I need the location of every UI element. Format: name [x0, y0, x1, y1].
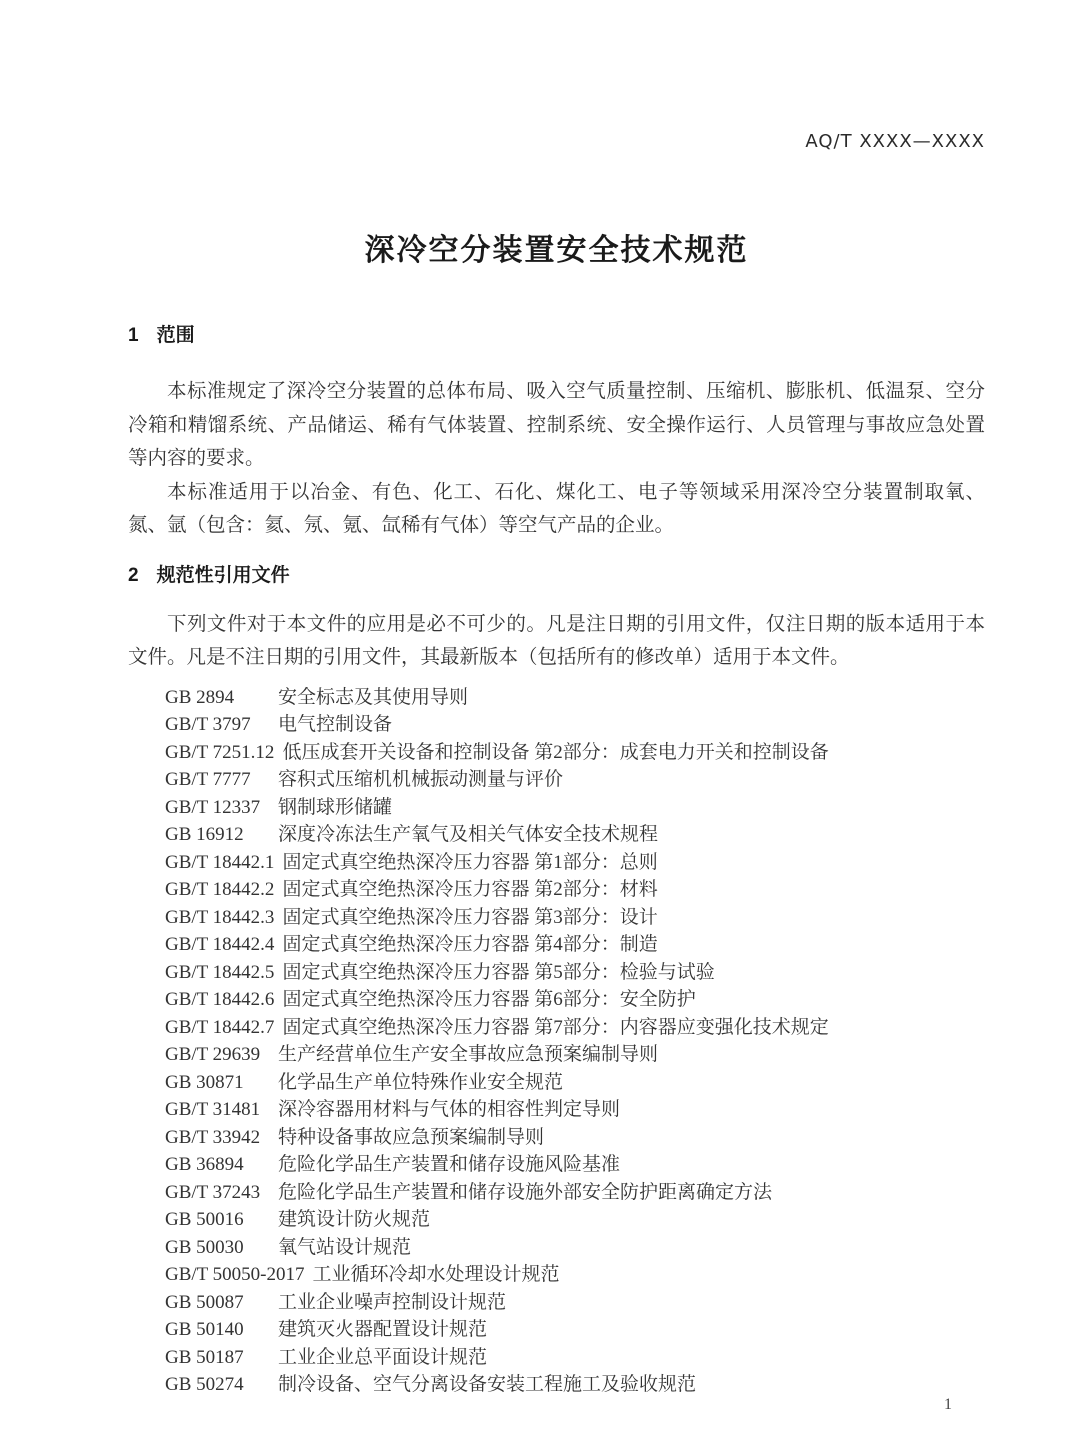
- reference-title: 安全标志及其使用导则: [278, 686, 469, 708]
- reference-code: GB/T 31481: [165, 1099, 261, 1120]
- reference-title: 固定式真空绝热深冷压力容器 第7部分：内容器应变强化技术规定: [282, 1016, 829, 1038]
- reference-item: [165, 711, 985, 739]
- reference-item: [165, 1234, 985, 1262]
- reference-code: GB/T 18442.4: [165, 934, 275, 955]
- reference-title: 固定式真空绝热深冷压力容器 第1部分：总则: [282, 851, 658, 873]
- reference-item: [165, 794, 985, 822]
- reference-title: 工业循环冷却水处理设计规范: [312, 1264, 560, 1285]
- reference-title: 生产经营单位生产安全事故应急预案编制导则: [278, 1044, 659, 1065]
- reference-code: GB/T 18442.3: [165, 906, 275, 928]
- reference-title: 钢制球形储罐: [278, 796, 393, 818]
- reference-item: [165, 1096, 985, 1124]
- reference-code: GB/T 18442.2: [165, 879, 275, 900]
- reference-code: GB 50030: [165, 1236, 244, 1258]
- reference-item: [165, 739, 985, 767]
- reference-code: GB/T 18442.5: [165, 961, 275, 983]
- reference-code: GB 50087: [165, 1291, 244, 1313]
- section-scope: [128, 324, 985, 543]
- reference-code: GB/T 50050-2017: [165, 1264, 305, 1285]
- reference-item: [165, 849, 985, 877]
- standard-number: AQ/T XXXX—XXXX: [805, 131, 985, 152]
- section-normative-references: [128, 564, 985, 1399]
- reference-item: [165, 766, 985, 794]
- section-number: 1: [128, 325, 139, 346]
- reference-code: GB/T 37243: [165, 1181, 261, 1203]
- reference-item: [165, 821, 985, 849]
- reference-title: 固定式真空绝热深冷压力容器 第2部分：材料: [282, 879, 658, 900]
- reference-title: 工业企业噪声控制设计规范: [278, 1291, 507, 1313]
- reference-item: [165, 1316, 985, 1344]
- reference-list: [128, 684, 985, 1399]
- reference-item: [165, 1124, 985, 1152]
- reference-title: 氧气站设计规范: [278, 1236, 412, 1258]
- reference-title: 建筑灭火器配置设计规范: [278, 1319, 488, 1340]
- reference-item: [165, 876, 985, 904]
- reference-title: 固定式真空绝热深冷压力容器 第4部分：制造: [282, 934, 658, 955]
- document-title: 深冷空分装置安全技术规范: [364, 234, 749, 267]
- reference-code: GB 36894: [165, 1154, 244, 1175]
- reference-item: [165, 1179, 985, 1207]
- reference-code: GB/T 12337: [165, 796, 261, 818]
- reference-title: 化学品生产单位特殊作业安全规范: [278, 1071, 564, 1093]
- reference-item: [165, 1014, 985, 1042]
- reference-item: [165, 1041, 985, 1069]
- reference-item: [165, 1069, 985, 1097]
- reference-title: 制冷设备、空气分离设备安装工程施工及验收规范: [278, 1374, 697, 1395]
- page-footer: [944, 1396, 952, 1414]
- reference-item: [165, 959, 985, 987]
- reference-item: [165, 986, 985, 1014]
- reference-code: GB 50140: [165, 1319, 244, 1340]
- reference-code: GB/T 18442.1: [165, 851, 275, 873]
- reference-title: 建筑设计防火规范: [278, 1209, 431, 1230]
- reference-item: [165, 1151, 985, 1179]
- reference-title: 固定式真空绝热深冷压力容器 第5部分：检验与试验: [282, 961, 715, 983]
- reference-title: 固定式真空绝热深冷压力容器 第6部分：安全防护: [282, 989, 696, 1010]
- reference-code: GB/T 18442.6: [165, 989, 275, 1010]
- section-title: 范围: [156, 325, 195, 346]
- reference-item: [165, 1206, 985, 1234]
- reference-code: GB 2894: [165, 686, 235, 708]
- section-references-heading: [128, 564, 985, 588]
- reference-code: GB 50187: [165, 1346, 244, 1368]
- reference-title: 低压成套开关设备和控制设备 第2部分：成套电力开关和控制设备: [282, 741, 829, 763]
- reference-title: 深度冷冻法生产氧气及相关气体安全技术规程: [278, 824, 659, 845]
- reference-title: 特种设备事故应急预案编制导则: [278, 1126, 545, 1148]
- section-scope-heading: [128, 324, 985, 348]
- reference-title: 固定式真空绝热深冷压力容器 第3部分：设计: [282, 906, 658, 928]
- reference-code: GB/T 7251.12: [165, 741, 275, 763]
- reference-title: 危险化学品生产装置和储存设施风险基准: [278, 1154, 621, 1175]
- reference-title: 工业企业总平面设计规范: [278, 1346, 488, 1368]
- reference-code: GB 30871: [165, 1071, 244, 1093]
- reference-title: 危险化学品生产装置和储存设施外部安全防护距离确定方法: [278, 1181, 773, 1203]
- reference-item: [165, 1344, 985, 1372]
- reference-item: [165, 684, 985, 712]
- reference-title: 深冷容器用材料与气体的相容性判定导则: [278, 1099, 621, 1120]
- reference-item: [165, 931, 985, 959]
- reference-item: [165, 1289, 985, 1317]
- scope-paragraph-2: 本标准适用于以冶金、有色、化工、石化、煤化工、电子等领域采用深冷空分装置制取氧、氮、氩（包含：氦、氖、氪、氙稀有气体）等空气产品的企业。: [128, 481, 985, 536]
- section-title: 规范性引用文件: [156, 564, 290, 586]
- reference-item: [165, 904, 985, 932]
- reference-code: GB/T 7777: [165, 769, 251, 790]
- reference-code: GB/T 18442.7: [165, 1016, 275, 1038]
- page-number: 1: [944, 1396, 952, 1413]
- reference-code: GB 50016: [165, 1209, 244, 1230]
- reference-code: GB/T 33942: [165, 1126, 261, 1148]
- reference-code: GB 50274: [165, 1374, 244, 1395]
- reference-title: 电气控制设备: [278, 714, 393, 735]
- references-intro-paragraph: 下列文件对于本文件的应用是必不可少的。凡是注日期的引用文件，仅注日期的版本适用于本文件。凡是不注日期的引用文件，其最新版本（包括所有的修改单）适用于本文件。: [128, 613, 985, 668]
- reference-item: [165, 1371, 985, 1399]
- reference-code: GB/T 29639: [165, 1044, 261, 1065]
- reference-item: [165, 1261, 985, 1289]
- reference-title: 容积式压缩机机械振动测量与评价: [278, 769, 564, 790]
- reference-code: GB 16912: [165, 824, 244, 845]
- reference-code: GB/T 3797: [165, 714, 251, 735]
- section-number: 2: [128, 564, 139, 586]
- scope-paragraph-1: 本标准规定了深冷空分装置的总体布局、吸入空气质量控制、压缩机、膨胀机、低温泵、空分冷箱和精馏系统、产品储运、稀有气体装置、控制系统、安全操作运行、人员管理与事故应急处置等内容的要求。: [128, 381, 985, 469]
